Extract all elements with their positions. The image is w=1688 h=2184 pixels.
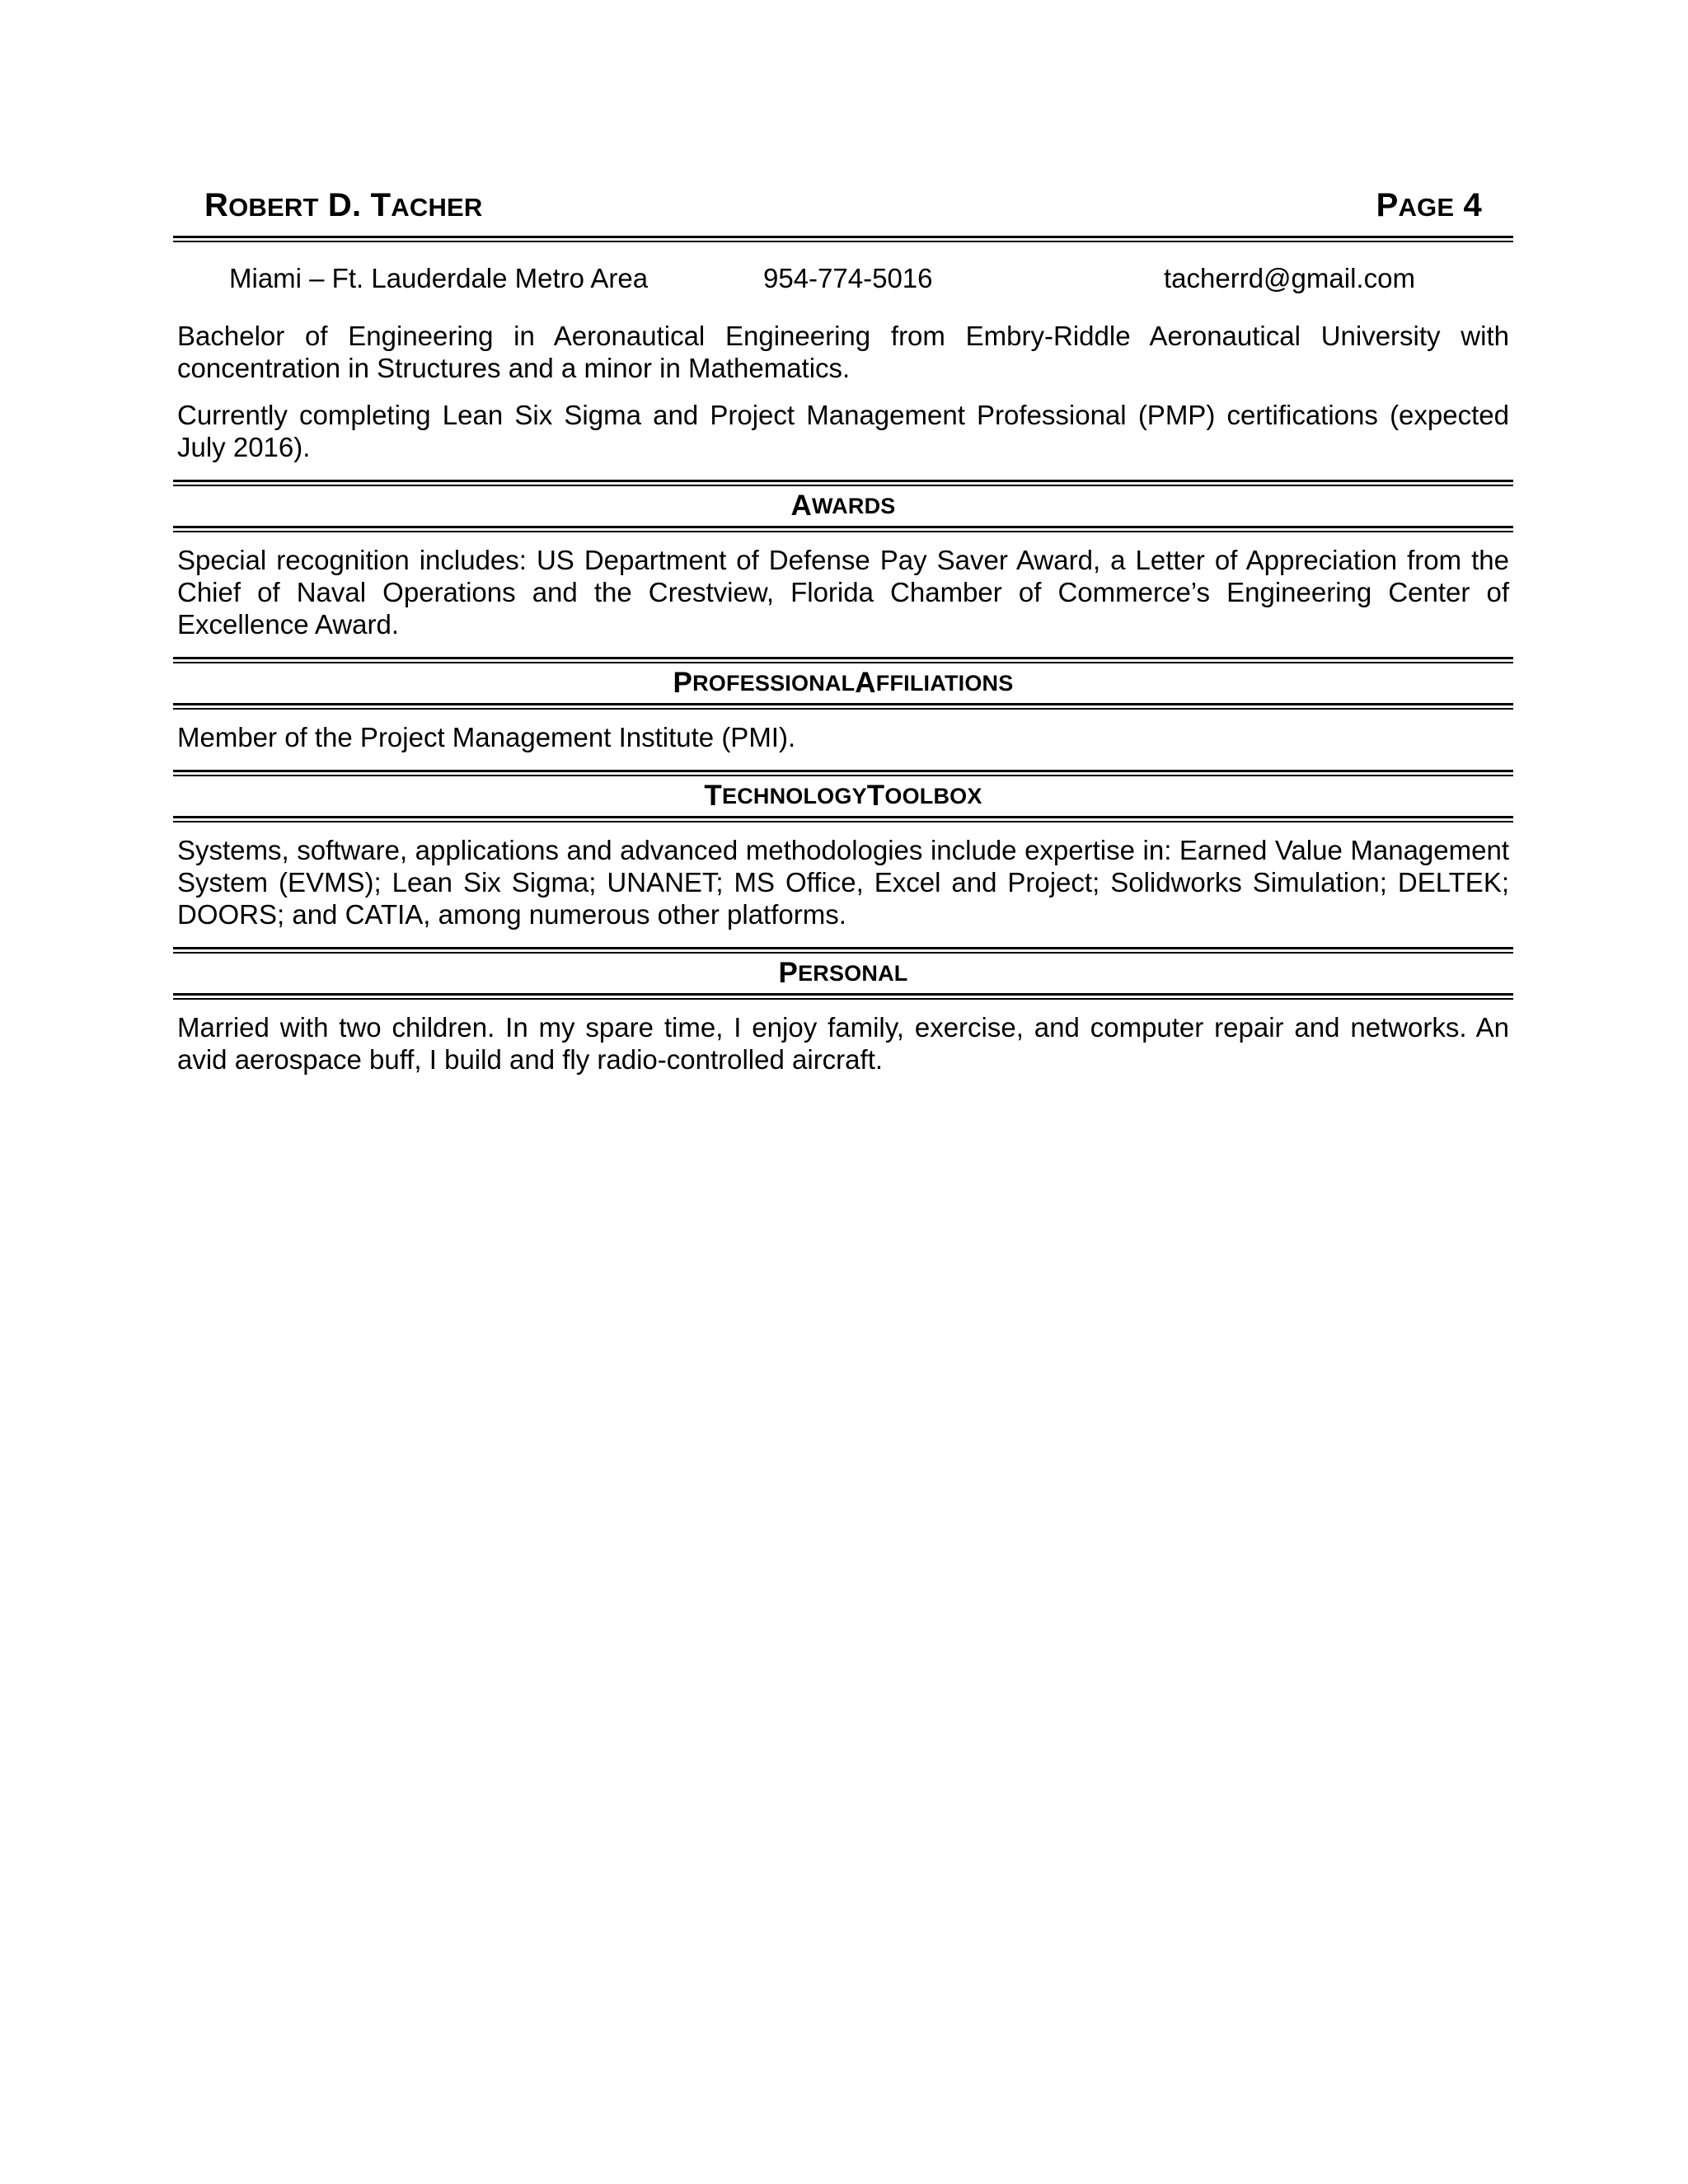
title-rest: ECHNOLOGY: [721, 784, 867, 808]
contact-location: Miami – Ft. Lauderdale Metro Area: [229, 263, 649, 293]
affiliations-section-header: [173, 657, 1513, 710]
personal-body: Married with two children. In my spare time, I enjoy family, exercise, and computer repair and networks. An avid aerospace buff, I build and fly radio-controlled aircraft.: [177, 1012, 1509, 1075]
title-initial: T: [866, 780, 885, 812]
section-bottom-divider: [173, 526, 1513, 532]
page-rest: AGE: [1398, 193, 1455, 222]
page-number-label: [1376, 189, 1482, 224]
title-rest: OOLBOX: [884, 784, 982, 808]
title-rest: WARDS: [811, 494, 896, 518]
section-top-divider: [173, 480, 1513, 486]
title-rest: ROFESSIONAL: [692, 671, 856, 696]
title-rest: ERSONAL: [798, 961, 908, 986]
title-initial: P: [778, 957, 799, 989]
name-rest-first: OBERT: [228, 193, 319, 222]
awards-body: Special recognition includes: US Department of Defense Pay Saver Award, a Letter of Appreciation from the Chief of Naval Operations and the Crestview, Florida Chamber of Commerce’s Engineering Center of Excellence Award.: [177, 545, 1509, 640]
technology-section-header: [173, 770, 1513, 823]
personal-title: [173, 954, 1513, 993]
section-bottom-divider: [173, 703, 1513, 710]
awards-section-header: [173, 480, 1513, 532]
title-initial: A: [790, 490, 812, 522]
resume-page: [173, 173, 1513, 1076]
section-top-divider: [173, 657, 1513, 663]
title-initial: A: [855, 667, 876, 699]
awards-title: [173, 486, 1513, 526]
contact-line: [173, 262, 1513, 295]
page-initial: P: [1376, 187, 1399, 223]
personal-section-header: [173, 947, 1513, 1000]
certification-paragraph: Currently completing Lean Six Sigma and Project Management Professional (PMP) certifications (expected July 2016).: [177, 400, 1509, 462]
title-initial: T: [704, 780, 722, 812]
section-top-divider: [173, 770, 1513, 776]
name-initial-last: T: [370, 187, 392, 223]
affiliations-body: Member of the Project Management Institute (PMI).: [177, 722, 796, 752]
candidate-name: [204, 189, 483, 224]
resume-header: [173, 173, 1513, 224]
technology-title: [173, 776, 1513, 816]
name-middle: D.: [318, 187, 371, 223]
section-bottom-divider: [173, 993, 1513, 1000]
section-bottom-divider: [173, 816, 1513, 823]
contact-phone: 954-774-5016: [763, 263, 933, 293]
title-rest: FFILIATIONS: [875, 671, 1014, 696]
education-paragraph: Bachelor of Engineering in Aeronautical Engineering from Embry-Riddle Aeronautical University with concentration in Structures and a minor in Mathematics.: [177, 321, 1509, 383]
title-initial: P: [673, 667, 693, 699]
page-number: 4: [1454, 187, 1482, 223]
name-rest-last: ACHER: [391, 193, 483, 222]
contact-email: tacherrd@gmail.com: [1164, 263, 1415, 293]
header-divider: [173, 236, 1513, 242]
technology-body: Systems, software, applications and advanced methodologies include expertise in: Earned Value Management System (EVMS); Lean Six Sigma; UNANET; MS Office, Excel and Project; Solidworks Simulation; DELTEK; DOORS; and CATIA, among numerous other platforms.: [177, 835, 1509, 930]
section-top-divider: [173, 947, 1513, 954]
name-initial-first: R: [204, 187, 229, 223]
affiliations-title: [173, 663, 1513, 703]
